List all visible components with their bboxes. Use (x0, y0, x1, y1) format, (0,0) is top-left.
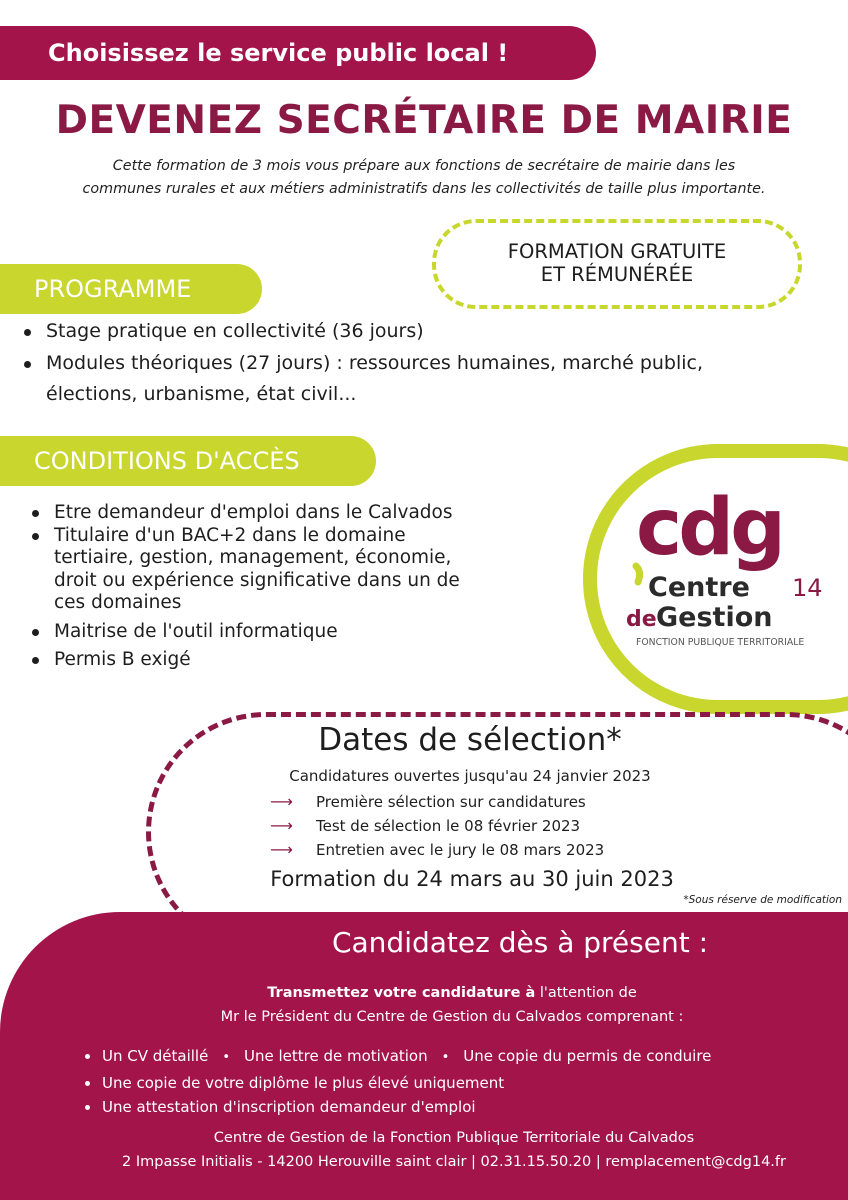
formation-dates: Formation du 24 mars au 30 juin 2023 (270, 867, 674, 891)
cdg14-logo (622, 484, 842, 654)
list-item: Modules théoriques (27 jours) : ressources humaines, marché public, (20, 348, 830, 380)
send-bold: Transmettez votre candidature à (267, 985, 536, 1001)
logo-gestion: Gestion (656, 602, 773, 633)
send-rest: l'attention de (535, 985, 637, 1001)
date-step-label: Première sélection sur candidatures (316, 793, 586, 811)
arrow-right-icon: ⟶ (270, 816, 293, 835)
intro-text (0, 155, 848, 201)
list-item: Permis B exigé (28, 649, 548, 672)
intro-line: communes rurales et aux métiers administratifs dans les collectivités de taille plus importante. (82, 181, 766, 197)
date-step (270, 816, 580, 835)
apply-title: Candidatez dès à présent : (331, 926, 709, 959)
logo-subtitle: FONCTION PUBLIQUE TERRITORIALE (636, 637, 805, 648)
date-step-label: Entretien avec le jury le 08 mars 2023 (316, 841, 605, 859)
reserve-note: *Sous réserve de modification (683, 894, 842, 906)
programme-list (20, 316, 830, 411)
recipient-line: Mr le Président du Centre de Gestion du Calvados comprenant : (220, 1009, 684, 1025)
doc-item: Une copie du permis de conduire (463, 1047, 712, 1065)
list-item: Maitrise de l'outil informatique (28, 621, 548, 644)
arrow-right-icon: ⟶ (270, 792, 293, 811)
badge-line: ET RÉMUNÉRÉE (540, 263, 694, 286)
list-item: Une copie de votre diplôme le plus élevé uniquement (80, 1071, 711, 1096)
arrow-right-icon: ⟶ (270, 840, 293, 859)
date-step (270, 840, 604, 859)
list-item: Une attestation d'inscription demandeur d'emploi (80, 1095, 711, 1120)
dates-title: Dates de sélection* (318, 722, 622, 758)
intro-line: Cette formation de 3 mois vous prépare aux fonctions de secrétaire de mairie dans les (112, 158, 736, 174)
tagline-banner: Choisissez le service public local ! (0, 26, 596, 80)
page-title: DEVENEZ SECRÉTAIRE DE MAIRIE (55, 98, 793, 143)
list-item (28, 525, 548, 615)
footer-organisation: Centre de Gestion de la Fonction Publique Territoriale du Calvados (213, 1130, 695, 1146)
list-item: Etre demandeur d'emploi dans le Calvados (28, 502, 548, 525)
bullet-separator: • (222, 1050, 230, 1065)
conditions-heading: CONDITIONS D'ACCÈS (0, 436, 376, 486)
list-item (80, 1044, 711, 1071)
applications-open: Candidatures ouvertes jusqu'au 24 janvier 2023 (289, 767, 651, 785)
conditions-list (28, 502, 548, 672)
list-item-line: Titulaire d'un BAC+2 dans le domaine (54, 524, 406, 546)
list-item-line: ces domaines (54, 592, 182, 613)
list-item: Stage pratique en collectivité (36 jours) (20, 316, 830, 348)
date-step-label: Test de sélection le 08 février 2023 (316, 817, 581, 835)
documents-list (80, 1044, 711, 1120)
footer-contact: 2 Impasse Initialis - 14200 Herouville saint clair | 02.31.15.50.20 | remplacement@cdg14.fr (122, 1154, 786, 1170)
doc-item: Un CV détaillé (102, 1047, 209, 1065)
logo-de: de (626, 607, 657, 632)
bullet-separator: • (441, 1050, 450, 1065)
free-training-badge (432, 219, 802, 309)
list-item-line: tertiaire, gestion, management, économie, (54, 547, 452, 568)
date-step (270, 792, 586, 811)
logo-centre: Centre (648, 572, 750, 603)
programme-heading: PROGRAMME (0, 264, 262, 314)
list-item-continuation: élections, urbanisme, état civil... (46, 383, 357, 405)
doc-item: Une lettre de motivation (243, 1047, 428, 1065)
logo-mark: cdg (636, 484, 782, 573)
badge-line: FORMATION GRATUITE (507, 240, 727, 263)
list-item-line: droit ou expérience significative dans un de (54, 569, 460, 591)
send-instruction (0, 985, 848, 1001)
logo-number: 14 (792, 574, 823, 602)
